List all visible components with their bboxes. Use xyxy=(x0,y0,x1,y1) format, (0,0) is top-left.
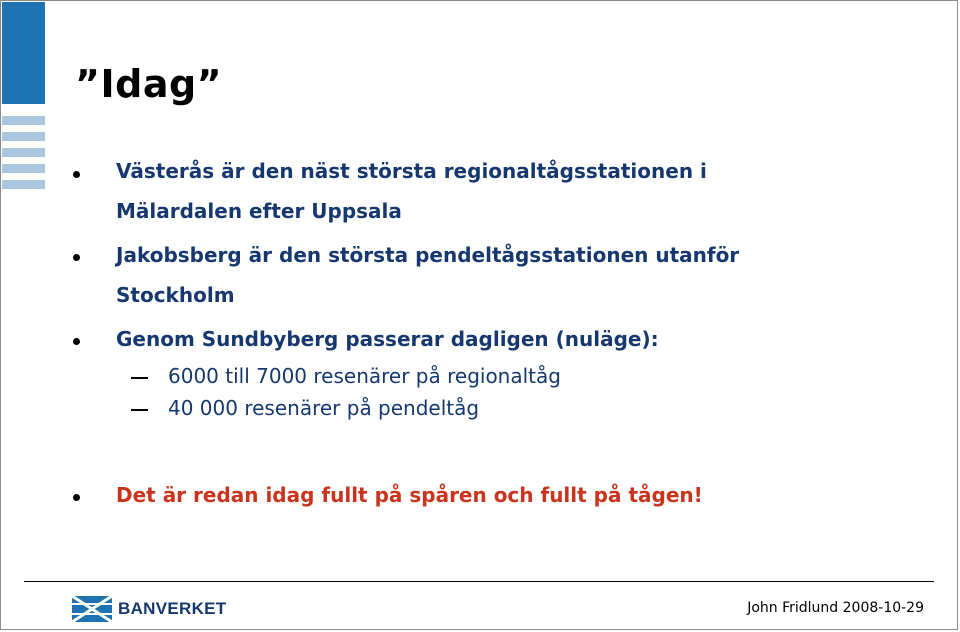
bullet-3-line-1: Genom Sundbyberg passerar dagligen (nuläge): xyxy=(116,327,659,351)
bullet-1-line-1: Västerås är den näst största regionaltågsstationen i xyxy=(116,159,707,183)
bullet-2-line-1: Jakobsberg är den största pendeltågsstationen utanför xyxy=(116,243,740,267)
bullet-1-line-2: Mälardalen efter Uppsala xyxy=(116,199,402,223)
sub-bullet-dash xyxy=(131,377,148,379)
sub-bullet-1: 6000 till 7000 resenärer på regionaltåg xyxy=(168,364,561,388)
title-open-quote: ” xyxy=(75,62,101,106)
bullet-dot xyxy=(73,171,80,178)
bullet-2-line-2: Stockholm xyxy=(116,283,235,307)
bullet-dot xyxy=(73,254,80,261)
title-close-quote: ” xyxy=(196,62,223,106)
banverket-emblem-icon xyxy=(72,596,112,622)
footer-divider xyxy=(24,581,934,582)
sub-bullet-dash xyxy=(131,409,148,411)
title-text: Idag xyxy=(100,62,197,106)
sub-bullet-2: 40 000 resenärer på pendeltåg xyxy=(168,396,480,420)
banverket-logo xyxy=(72,594,227,624)
bullet-dot xyxy=(73,494,80,501)
footer-author-date: John Fridlund 2008-10-29 xyxy=(747,600,924,616)
bullet-dot xyxy=(73,338,80,345)
logo-text: BANVERKET xyxy=(118,599,227,618)
bullet-4-highlight: Det är redan idag fullt på spåren och fullt på tågen! xyxy=(116,483,703,507)
